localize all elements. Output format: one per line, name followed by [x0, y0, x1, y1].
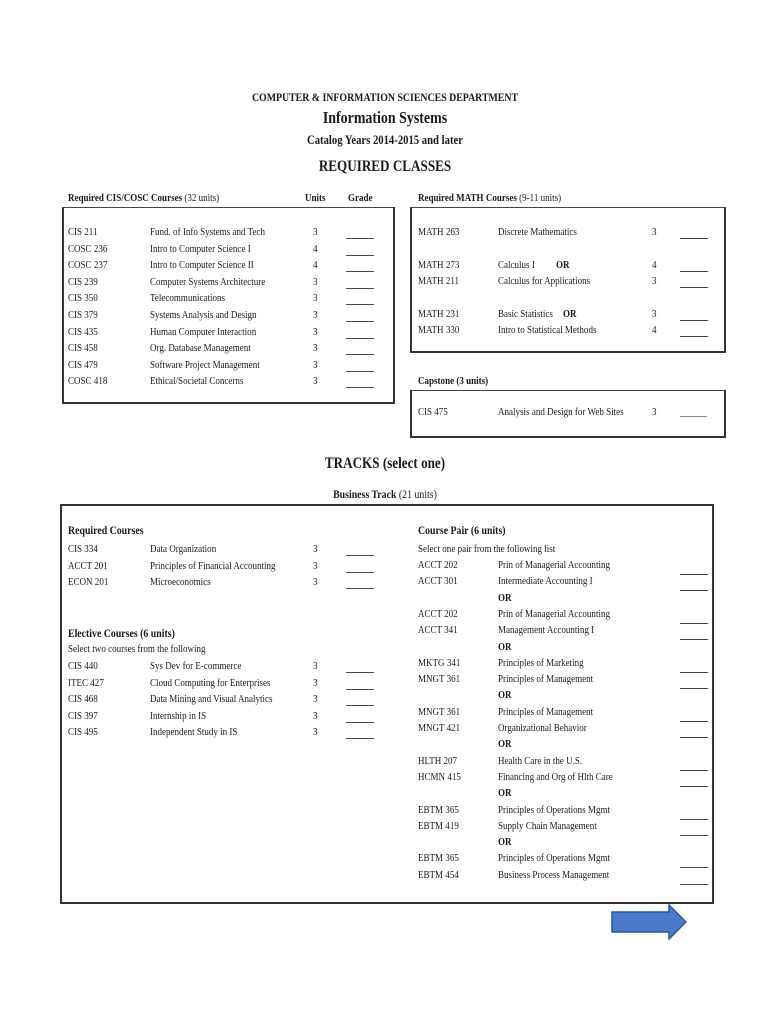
cis-course-units: 3: [313, 309, 318, 321]
cis-course-name: Computer Systems Architecture: [150, 275, 266, 288]
course-pair-code: ACCT 202: [418, 607, 458, 620]
course-pair-code: EBTM 454: [418, 868, 459, 881]
cis-course-units: 4: [313, 242, 318, 255]
math-course-units: 4: [652, 259, 657, 271]
cis-course-code: COSC 237: [68, 259, 108, 272]
elective-grade-blank[interactable]: [346, 693, 374, 706]
course-pair-note: Select one pair from the following list: [418, 543, 556, 555]
cis-grade-blank[interactable]: [346, 309, 374, 322]
elective-course-name: Independent Study in IS: [150, 726, 238, 739]
required-grade-blank[interactable]: [346, 560, 374, 573]
course-pair-name: Principles of Operations Mgmt: [498, 852, 610, 865]
cis-grade-blank[interactable]: [346, 226, 374, 239]
required-grade-blank[interactable]: [346, 543, 374, 556]
course-pair-code: MNGT 361: [418, 705, 461, 718]
required-course-name: Principles of Financial Accounting: [150, 559, 276, 572]
course-pair-code: HCMN 415: [418, 770, 461, 783]
capstone-title: Capstone (3 units): [418, 375, 489, 387]
capstone-name: Analysis and Design for Web Sites: [498, 406, 624, 418]
cis-course-name: Org. Database Management: [150, 342, 251, 355]
course-pair-or-label: OR: [498, 591, 512, 604]
cis-section-title: Required CIS/COSC Courses: [68, 192, 183, 204]
required-course-name: Microeconomics: [150, 576, 211, 589]
cis-course-code: CIS 239: [68, 275, 98, 288]
math-course-units: 3: [652, 308, 657, 320]
math-course-code: MATH 273: [418, 259, 460, 271]
course-pair-grade-blank[interactable]: [680, 823, 708, 836]
course-pair-grade-blank[interactable]: [680, 758, 708, 771]
math-section-header: [418, 192, 561, 204]
course-pair-or-label: OR: [498, 738, 512, 751]
course-pair-code: EBTM 365: [418, 803, 459, 816]
cis-course-code: CIS 435: [68, 325, 98, 338]
elective-course-code: ITEC 427: [68, 676, 104, 689]
math-section-title: Required MATH Courses: [418, 192, 517, 204]
cis-course-code: CIS 458: [68, 342, 98, 355]
math-grade-blank[interactable]: [680, 275, 708, 288]
math-course-code: MATH 211: [418, 275, 460, 287]
course-pair-grade-blank[interactable]: [680, 725, 708, 738]
capstone-code: CIS 475: [418, 406, 448, 418]
required-course-code: ECON 201: [68, 576, 109, 589]
cis-course-name: Human Computer Interaction: [150, 325, 257, 338]
required-course-name: Data Organization: [150, 543, 217, 555]
required-classes-heading: REQUIRED CLASSES: [318, 158, 452, 175]
elective-course-name: Sys Dev for E-commerce: [150, 660, 242, 672]
cis-section-header: [68, 192, 219, 204]
course-pair-grade-blank[interactable]: [680, 676, 708, 689]
math-grade-blank[interactable]: [680, 324, 708, 337]
course-pair-or-label: OR: [498, 787, 512, 800]
course-pair-code: EBTM 419: [418, 819, 459, 832]
course-pair-name: Organizational Behavior: [498, 722, 587, 734]
elective-grade-blank[interactable]: [346, 677, 374, 690]
elective-course-code: CIS 468: [68, 693, 98, 706]
department-title: COMPUTER & INFORMATION SCIENCES DEPARTMENT: [251, 90, 519, 104]
elective-course-name: Data Mining and Visual Analytics: [150, 693, 273, 706]
required-courses-title: Required Courses: [68, 523, 144, 537]
course-pair-code: HLTH 207: [418, 754, 458, 767]
elective-course-name: Internship in IS: [150, 709, 207, 722]
course-pair-grade-blank[interactable]: [680, 774, 708, 787]
cis-grade-blank[interactable]: [346, 375, 374, 388]
grade-column-header: Grade: [348, 192, 373, 204]
math-or-label: OR: [563, 308, 577, 320]
cis-grade-blank[interactable]: [346, 342, 374, 355]
course-pair-grade-blank[interactable]: [680, 627, 708, 640]
math-course-name: Calculus I: [498, 259, 535, 271]
course-pair-or-label: OR: [498, 836, 512, 849]
cis-course-units: 3: [313, 325, 318, 338]
units-column-header: Units: [305, 192, 326, 204]
course-pair-name: Principles of Operations Mgmt: [498, 803, 610, 816]
math-grade-blank[interactable]: [680, 259, 708, 272]
cis-course-code: CIS 479: [68, 358, 98, 371]
cis-grade-blank[interactable]: [346, 326, 374, 339]
cis-course-units: 3: [313, 292, 318, 305]
elective-course-code: CIS 397: [68, 709, 98, 722]
cis-course-name: Telecommunications: [150, 292, 226, 305]
cis-course-name: Systems Analysis and Design: [150, 309, 257, 321]
required-course-code: CIS 334: [68, 543, 98, 555]
course-pair-title: Course Pair (6 units): [418, 523, 506, 537]
math-course-units: 3: [652, 226, 657, 238]
cis-course-name: Intro to Computer Science I: [150, 242, 251, 255]
course-pair-or-label: OR: [498, 689, 512, 702]
program-title: Information Systems: [322, 108, 448, 127]
elective-grade-blank[interactable]: [346, 660, 374, 673]
course-pair-name: Supply Chain Management: [498, 819, 597, 832]
cis-grade-blank[interactable]: [346, 243, 374, 256]
elective-courses-title: Elective Courses (6 units): [68, 626, 175, 640]
course-pair-name: Prin of Managerial Accounting: [498, 607, 610, 620]
business-track-title: Business Track: [333, 487, 397, 501]
cis-course-name: Software Project Management: [150, 358, 260, 371]
cis-course-code: COSC 236: [68, 242, 108, 255]
required-course-units: 3: [313, 559, 318, 572]
course-pair-grade-blank[interactable]: [680, 807, 708, 820]
course-pair-name: Business Process Management: [498, 868, 610, 881]
math-course-name: Intro to Statistical Methods: [498, 324, 597, 336]
course-pair-code: MKTG 341: [418, 656, 461, 669]
capstone-units: 3: [652, 406, 657, 418]
course-pair-or-label: OR: [498, 640, 512, 653]
required-course-code: ACCT 201: [68, 559, 108, 572]
business-track-heading: [69, 487, 700, 502]
required-course-units: 3: [313, 576, 318, 589]
math-course-code: MATH 263: [418, 226, 460, 238]
course-pair-code: ACCT 202: [418, 559, 458, 571]
course-pair-grade-blank[interactable]: [680, 611, 708, 624]
course-pair-code: MNGT 421: [418, 722, 461, 734]
capstone-grade-blank[interactable]: ______: [680, 406, 708, 418]
cis-course-units: 3: [313, 342, 318, 355]
business-track-units: (21 units): [398, 487, 437, 501]
course-pair-name: Health Care in the U.S.: [498, 754, 583, 767]
elective-course-units: 3: [313, 726, 318, 739]
course-pair-name: Financing and Org of Hlth Care: [498, 770, 613, 783]
cis-course-code: COSC 418: [68, 375, 108, 388]
cis-course-code: CIS 379: [68, 309, 98, 321]
elective-course-code: CIS 440: [68, 660, 98, 672]
course-pair-name: Principles of Management: [498, 673, 594, 686]
math-grade-blank[interactable]: [680, 226, 708, 239]
cis-course-name: Ethical/Societal Concerns: [150, 375, 244, 388]
math-course-units: 3: [652, 275, 657, 287]
elective-course-units: 3: [313, 693, 318, 706]
course-pair-code: MNGT 361: [418, 673, 461, 686]
math-course-name: Basic Statistics: [498, 308, 553, 320]
required-grade-blank[interactable]: [346, 576, 374, 589]
elective-course-units: 3: [313, 676, 318, 689]
math-or-label: OR: [556, 259, 570, 271]
elective-course-units: 3: [313, 709, 318, 722]
required-course-units: 3: [313, 543, 318, 555]
math-course-name: Calculus for Applications: [498, 275, 591, 287]
course-pair-name: Intermediate Accounting I: [498, 575, 593, 588]
math-section-units: (9-11 units): [519, 192, 562, 204]
elective-grade-blank[interactable]: [346, 710, 374, 723]
course-pair-name: Principles of Management: [498, 705, 594, 718]
next-page-arrow-icon[interactable]: [611, 904, 687, 940]
course-pair-grade-blank[interactable]: [680, 855, 708, 868]
math-course-name: Discrete Mathematics: [498, 226, 577, 238]
math-course-code: MATH 231: [418, 308, 460, 320]
elective-course-units: 3: [313, 660, 318, 672]
catalog-years: Catalog Years 2014-2015 and later: [307, 132, 463, 147]
course-pair-grade-blank[interactable]: [680, 660, 708, 673]
cis-course-code: CIS 350: [68, 292, 98, 305]
elective-courses-note: Select two courses from the following: [68, 643, 206, 655]
course-pair-code: EBTM 365: [418, 852, 459, 865]
elective-course-name: Cloud Computing for Enterprises: [150, 676, 271, 689]
course-pair-code: ACCT 341: [418, 624, 458, 637]
course-pair-name: Management Accounting I: [498, 624, 595, 637]
cis-course-units: 4: [313, 259, 318, 272]
course-pair-code: ACCT 301: [418, 575, 458, 588]
cis-section-units: (32 units): [184, 192, 220, 204]
cis-course-units: 3: [313, 358, 318, 371]
course-pair-grade-blank[interactable]: [680, 578, 708, 591]
course-pair-name: Principles of Marketing: [498, 656, 584, 669]
course-pair-grade-blank[interactable]: [680, 562, 708, 575]
cis-grade-blank[interactable]: [346, 259, 374, 272]
cis-grade-blank[interactable]: [346, 276, 374, 289]
math-course-units: 4: [652, 324, 657, 336]
cis-course-name: Fund. of Info Systems and Tech: [150, 226, 265, 238]
cis-course-units: 3: [313, 275, 318, 288]
course-pair-grade-blank[interactable]: [680, 872, 708, 885]
cis-course-units: 3: [313, 226, 318, 238]
cis-course-code: CIS 211: [68, 226, 98, 238]
course-pair-grade-blank[interactable]: [680, 709, 708, 722]
cis-course-name: Intro to Computer Science II: [150, 259, 254, 272]
course-pair-name: Prin of Managerial Accounting: [498, 559, 610, 571]
elective-grade-blank[interactable]: [346, 726, 374, 739]
tracks-heading: TRACKS (select one): [324, 455, 446, 472]
cis-grade-blank[interactable]: [346, 292, 374, 305]
math-course-code: MATH 330: [418, 324, 460, 336]
math-grade-blank[interactable]: [680, 308, 708, 321]
elective-course-code: CIS 495: [68, 726, 98, 739]
cis-grade-blank[interactable]: [346, 359, 374, 372]
cis-course-units: 3: [313, 375, 318, 388]
